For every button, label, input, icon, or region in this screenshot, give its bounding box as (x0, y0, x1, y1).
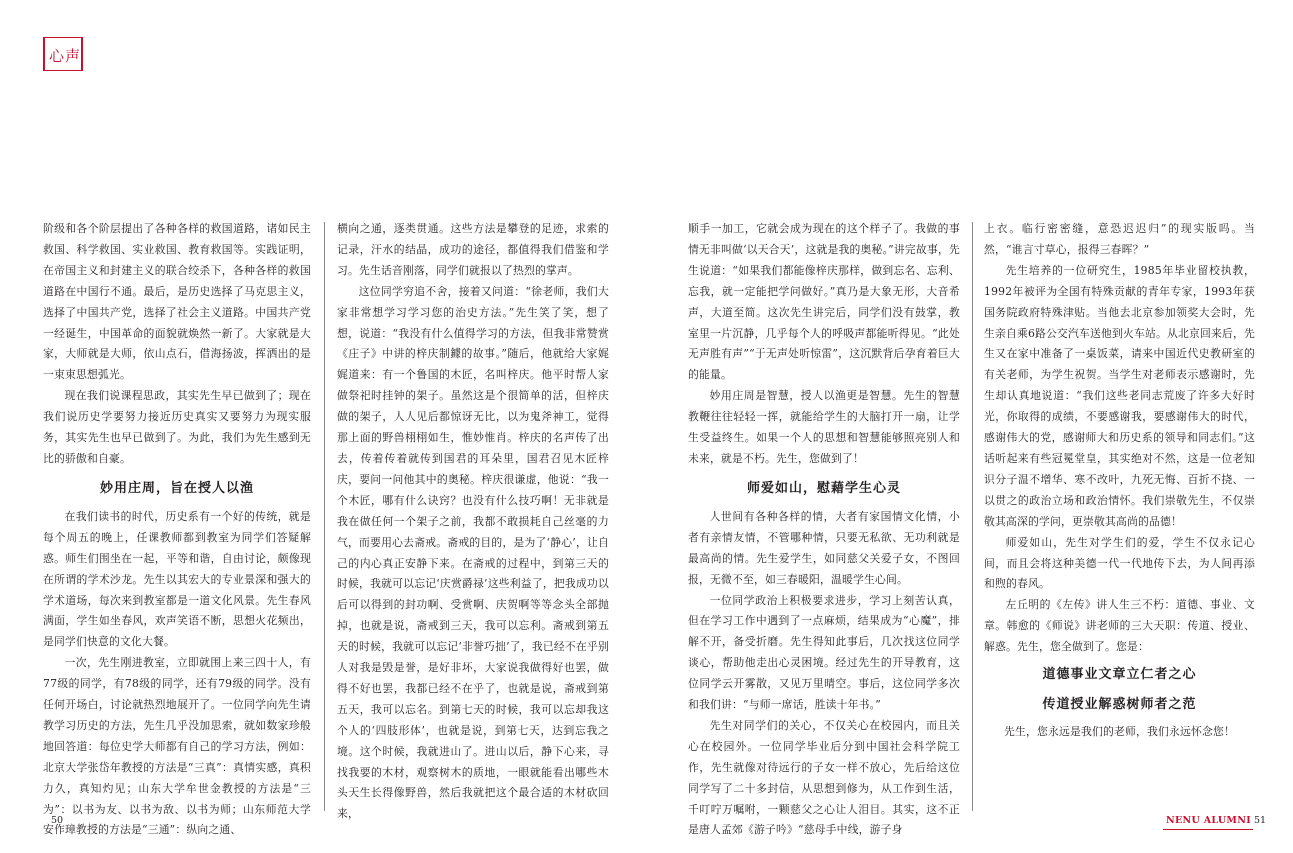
paragraph: 横向之通，逐类贯通。这些方法是攀登的足迹，求索的记录，汗水的结晶，成功的途径，都值得我们借鉴和学习。先生话音刚落，同学们就报以了热烈的掌声。 (337, 222, 609, 277)
paragraph: 先生培养的一位研究生，1985年毕业留校执教，1992年被评为全国有特殊贡献的青年专家，1993年获国务院政府特殊津贴。当他去北京参加领奖大会时，先生亲自乘6路公交汽车送他到火车站。从北京回来后，先生又在家中准备了一桌饭菜，请来中国近代史教研室的有关老师，为学生祝贺。当学生对老师表示感谢时，先生却认真地说道：“我们这些老同志荒废了许多大好时光，你取得的成绩，不要感谢我，要感谢伟大的时代，感谢伟大的党，感谢师大和历史系的领导和同志们。”这话听起来有些冠冕堂皇，其实绝对不然，这是一位老知识分子温不增华、寒不改叶，九死无悔、百折不挠、一以贯之的政治立场和政治情怀。我们崇敬先生，不仅崇敬其高深的学问，更崇敬其高尚的品德！ (984, 263, 1255, 528)
column-4 (984, 219, 1255, 819)
section-tag-bar (81, 37, 83, 71)
paragraph: 阶级和各个阶层提出了各种各样的救国道路，诸如民主救国、科学救国、实业救国、教育救国等。实践证明，在帝国主义和封建主义的联合绞杀下，各种各样的救国道路在中国行不通。最后，是历史选择了马克思主义，选择了中国共产党，选择了社会主义道路。中国共产党一经诞生，中国革命的面貌就焕然一新了。大家就是大家，大师就是大师，依山点石，借海扬波，挥洒出的是一束束思想弧光。 (43, 222, 311, 382)
paragraph: 先生对同学们的关心，不仅关心在校园内，而且关心在校园外。一位同学毕业后分到中国社会科学院工作，先生就像对待远行的子女一样不放心，先后给这位同学写了二十多封信，从思想到修为，从工作到生活，千叮咛万嘱咐，一颗慈父之心让人泪目。其实，这不正是唐人孟郊《游子吟》“慈母手中线，游子身 (688, 718, 960, 837)
paragraph: 这位同学穷追不舍，接着又问道：“徐老师，我们大家非常想学习学习您的治史方法。”先生笑了笑，想了想，说道：“我没有什么值得学习的方法，但我非常赞赏《庄子》中讲的梓庆制鐻的故事。”随后，他就给大家娓娓道来：有一个鲁国的木匠，名叫梓庆。他平时帮人家做祭祀时挂钟的架子。虽然这是个很简单的活，但梓庆做的架子，人人见后都惊讶无比，以为鬼斧神工，觉得那上面的野兽栩栩如生，惟妙惟肖。梓庆的名声传了出去，传着传着就传到国君的耳朵里，国君召见木匠梓庆，要问一问他其中的奥秘。梓庆很谦虚，他说：“我一个木匠，哪有什么诀窍？也没有什么技巧啊！无非就是我在做任何一个架子之前，我都不敢损耗自己丝毫的力气，而要用心去斋戒。斋戒的目的，是为了‘静心’，让自己的内心真正安静下来。在斋戒的过程中，到第三天的时候，我就可以忘记‘庆赏爵禄’这些利益了，把我成功以后可以得到的封功啊、受赏啊、庆贺啊等等念头全部抛掉，也就是说，斋戒到三天，我可以忘利。斋戒到第五天的时候，我就可以忘记‘非誉巧拙’了，我已经不在乎别人对我是毁是誉，是好非坏，大家说我做得好也罢，做得不好也罢，我都已经不在乎了，也就是说，斋戒到第五天，我可以忘名。到第七天的时候，我可以忘却我这个人的‘四肢形体’，也就是说，到第七天，达到忘我之境。这个时候，我就进山了。进山以后，静下心来，寻找我要的木材，观察树木的质地，一眼就能看出哪些木头天生长得像野兽，然后我就把这个最合适的木材砍回来， (337, 284, 609, 821)
section-tag (43, 37, 81, 71)
page-number-right: 51 (1254, 815, 1267, 826)
paragraph: 一位同学政治上积极要求进步，学习上刻苦认真，但在学习工作中遇到了一点麻烦，结果成为“心魔”，排解不开，备受折磨。先生得知此事后，几次找这位同学谈心，帮助他走出心灵困境。经过先生的开导教育，这位同学云开雾散，又见万里晴空。事后，这位同学多次和我们讲：“与师一席话，胜读十年书。” (688, 593, 960, 712)
column-3 (688, 219, 960, 837)
paragraph: 妙用庄周是智慧，授人以渔更是智慧。先生的智慧教鞭往往轻轻一挥，就能给学生的大脑打开一扇，让学生受益终生。如果一个人的思想和智慧能够照亮别人和未来，就是不朽。先生，您做到了！ (688, 389, 960, 465)
column-divider (324, 222, 325, 811)
footer-rule (1163, 829, 1253, 830)
paragraph: 人世间有各种各样的情，大者有家国情文化情，小者有亲情友情，不管哪种情，只要无私欲、无功利就是最高尚的情。先生爱学生，如同慈父关爱子女，不图回报，无微不至，如三春暖阳，温暖学生心间。 (688, 509, 960, 586)
closing-line: 先生，您永远是我们的老师，我们永远怀念您！ (1004, 725, 1235, 739)
paragraph: 现在我们说课程思政，其实先生早已做到了；现在我们说历史学要努力接近历史真实又要努力为现实服务，其实先生也早已做到了。为此，我们为先生感到无比的骄傲和自豪。 (43, 389, 311, 465)
paragraph: 上衣。临行密密缝，意恐迟迟归”的现实版吗。当然，“谁言寸草心，报得三春晖？” (984, 222, 1255, 256)
page-footer-right (1166, 815, 1266, 826)
section-heading: 师爱如山，慰藉学生心灵 (746, 480, 901, 496)
paragraph: 在我们读书的时代，历史系有一个好的传统，就是每个周五的晚上，任课教师都到教室为同学们答疑解惑。师生们围坐在一起，平等和谐，自由讨论，颇像现在所谓的学术沙龙。先生以其宏大的专业景深和强大的学术道场，每次来到教室都是一道文化风景。先生春风满面，学生如坐春风，欢声笑语不断，思想火花频出，是同学们快意的文化大餐。 (43, 509, 311, 649)
section-heading: 妙用庄周，旨在授人以渔 (99, 480, 254, 496)
magazine-brand: NENU ALUMNI (1166, 815, 1251, 826)
paragraph: 师爱如山，先生对学生们的爱，学生不仅永记心间，而且会将这种美德一代一代地传下去，为人间再添和煦的春风。 (984, 535, 1255, 591)
page-number-left: 50 (51, 815, 64, 826)
paragraph: 一次，先生刚进教室，立即就围上来三四十人，有77级的同学，有78级的同学，还有79级的同学。没有任何开场白，讨论就热烈地展开了。一位同学向先生请教学习历史的方法，先生几乎没加思索，就如数家珍般地回答道：每位史学大师都有自己的学习方法，例如：北京大学张岱年教授的方法是“三真”：真情实感，真积力久，真知灼见；山东大学牟世金教授的方法是“三为”：以书为友、以书为敌、以书为师；山东师范大学安作璋教授的方法是“三通”：纵向之通、 (43, 656, 311, 837)
column-2 (337, 219, 609, 821)
section-tag-label: 心声 (49, 47, 82, 65)
motto-line: 传道授业解惑树师者之范 (1042, 697, 1197, 713)
paragraph: 顺手一加工，它就会成为现在的这个样子了。我做的事情无非叫做‘以天合天’，这就是我的奥秘。”讲完故事，先生说道：“如果我们都能像梓庆那样，做到忘名、忘利、忘我，就一定能把学问做好。”真乃是大象无形，大音希声，大道至简。这次先生讲完后，同学们没有鼓掌，教室里一片沉静，几乎每个人的呼吸声都能听得见。“此处无声胜有声”“于无声处听惊雷”，这沉默背后孕育着巨大的能量。 (688, 222, 960, 382)
column-divider (972, 222, 973, 811)
paragraph: 左丘明的《左传》讲人生三不朽：道德、事业、文章。韩愈的《师说》讲老师的三大天职：传道、授业、解惑。先生，您全做到了。您是： (984, 598, 1255, 654)
motto-line: 道德事业文章立仁者之心 (1042, 667, 1197, 683)
